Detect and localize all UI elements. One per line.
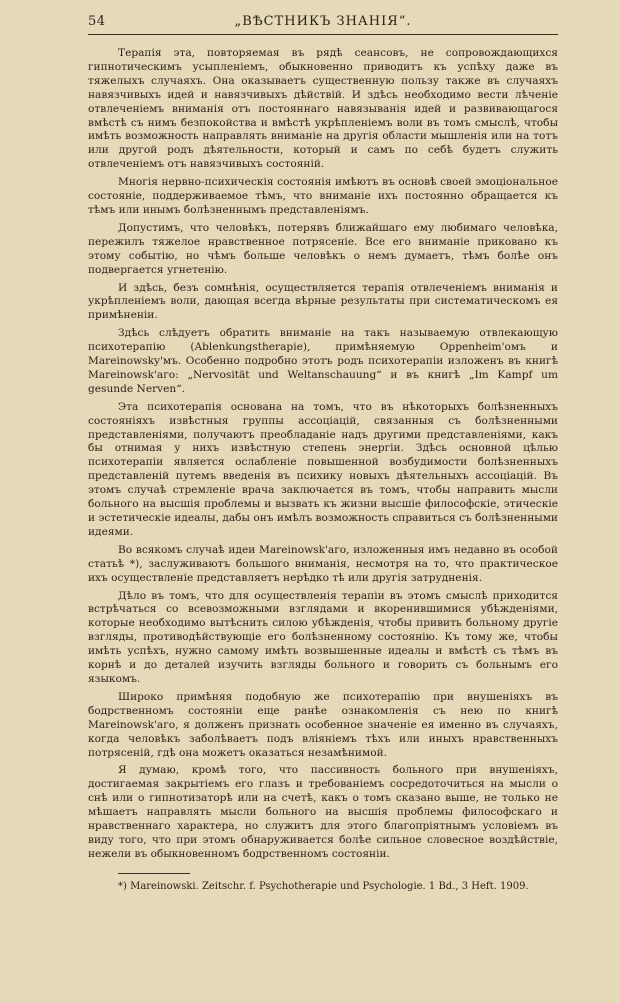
paragraph: И здѣсь, безъ сомнѣнія, осуществляется терапія отвлеченіемъ вниманія и укрѣпленіемъ воли, дающая всегда вѣрные результаты при систематическомъ ея примѣненіи.: [88, 281, 558, 322]
paragraph: Во всякомъ случаѣ идеи Mareinowsk'аго, изложенныя имъ недавно въ особой статьѣ *), заслуживаютъ большого вниманія, несмотря на то, что практическое ихъ осуществленіе представляетъ нерѣдко тѣ или другія затрудненія.: [88, 543, 558, 584]
paragraph: Здѣсь слѣдуетъ обратить вниманіе на такъ называемую отвлекающую психотерапію (Ablenkungstherapie), примѣняемую Oppenheim'омъ и Mareinowsky'мъ. Особенно подробно этотъ родъ психотерапіи изложенъ въ книгѣ Mareinowsk'аго: „Nervosität und Weltanschauung“ и въ книгѣ „Im Kampf um gesunde Nerven“.: [88, 327, 558, 395]
paragraph: Терапія эта, повторяемая въ рядѣ сеансовъ, не сопровождающихся гипнотическимъ усыпленіемъ, обыкновенно приводитъ къ успѣху даже въ тяжелыхъ случаяхъ. Она оказываетъ существенную пользу также въ случаяхъ навязчивыхъ идей и навязчивыхъ дѣйствій. И здѣсь необходимо вести лѣченіе отвлеченіемъ вниманія отъ постояннаго навязыванія идей и развивающагося вмѣстѣ съ нимъ безпокойства и вмѣстѣ укрѣпленіемъ воли въ томъ смыслѣ, чтобы имѣть возможность направлять вниманіе на другія области мышленія или на тотъ или другой родъ дѣятельности, который и самъ по себѣ будетъ служить отвлеченіемъ отъ навязчивыхъ состояній.: [88, 47, 558, 171]
running-header: [88, 12, 558, 36]
paragraph: Дѣло въ томъ, что для осуществленія терапіи въ этомъ смыслѣ приходится встрѣчаться со всевозможными взглядами и вкоренившимися убѣжденіями, которые необходимо вытѣснить силою убѣжденія, чтобы привить больному другіе взгляды, противодѣйствующіе его болѣзненному состоянію. Къ тому же, чтобы имѣть успѣхъ, нужно самому имѣть возвышенные идеалы и вмѣстѣ съ тѣмъ въ корнѣ и до деталей изучить взгляды больного и говорить съ больнымъ его языкомъ.: [88, 589, 558, 685]
article-body: [88, 47, 558, 866]
paragraph: Многія нервно-психическія состоянія имѣютъ въ основѣ своей эмоціональное состояніе, поддерживаемое тѣмъ, что вниманіе ихъ постоянно обращается къ тѣмъ или инымъ болѣзненнымъ представленіямъ.: [88, 176, 558, 216]
paragraph: Эта психотерапія основана на томъ, что въ нѣкоторыхъ болѣзненныхъ состояніяхъ извѣстныя группы ассоціацій, связанныя съ болѣзненными представленіями, получаютъ преобладаніе надъ другими представленіями, какъ бы отнимая у нихъ извѣстную степень энергіи. Здѣсь основной цѣлью психотерапіи является ослабленіе повышенной возбудимости болѣзненныхъ представленій путемъ введенія въ психику новыхъ дѣятельныхъ ассоціацій. Въ этомъ случаѣ стремленіе врача заключается въ томъ, чтобы направить мысли больного на высшія проблемы и вызвать къ жизни высшіе философскіе, этическіе и эстетическіе идеалы, дабы онъ имѣлъ возможность справиться съ болѣзненными идеями.: [88, 400, 558, 538]
paragraph: Я думаю, кромѣ того, что пассивность больного при внушеніяхъ, достигаемая закрытіемъ его глазъ и требованіемъ сосредоточиться на мысли о снѣ или о гипнотизаторѣ или на счетѣ, какъ о томъ сказано выше, не только не мѣшаетъ направлять мысли больного на высшія проблемы философскаго и нравственнаго характера, но служитъ для этого благопріятнымъ условіемъ въ виду того, что при этомъ обнаруживается болѣе сильное словесное воздѣйствіе, нежели въ обыкновенномъ бодрственномъ состояніи.: [88, 764, 558, 860]
footnote-rule: [118, 873, 190, 874]
paragraph: Широко примѣняя подобную же психотерапію при внушеніяхъ въ бодрственномъ состояніи еще ранѣе ознакомленія съ нею по книгѣ Mareinowsk'аго, я долженъ признать особенное значеніе ея именно въ случаяхъ, когда человѣкъ заболѣваетъ подъ вліяніемъ тѣхъ или иныхъ нравственныхъ потрясеній, гдѣ она можетъ оказаться незамѣнимой.: [88, 690, 558, 759]
paragraph: Допустимъ, что человѣкъ, потерявъ ближайшаго ему любимаго человѣка, пережилъ тяжелое нравственное потрясеніе. Все его вниманіе приковано къ этому событію, но чѣмъ больше человѣкъ о немъ думаетъ, тѣмъ болѣе онъ подвергается угнетенію.: [88, 221, 558, 276]
page-number: 54: [88, 14, 106, 29]
journal-title: „ВѢСТНИКЪ ЗНАНIЯ“.: [234, 14, 412, 29]
footnote: *) Mareinowski. Zeitschr. f. Psychotherapie und Psychologie. 1 Bd., 3 Heft. 1909.: [118, 881, 529, 892]
header-rule: [88, 34, 558, 35]
